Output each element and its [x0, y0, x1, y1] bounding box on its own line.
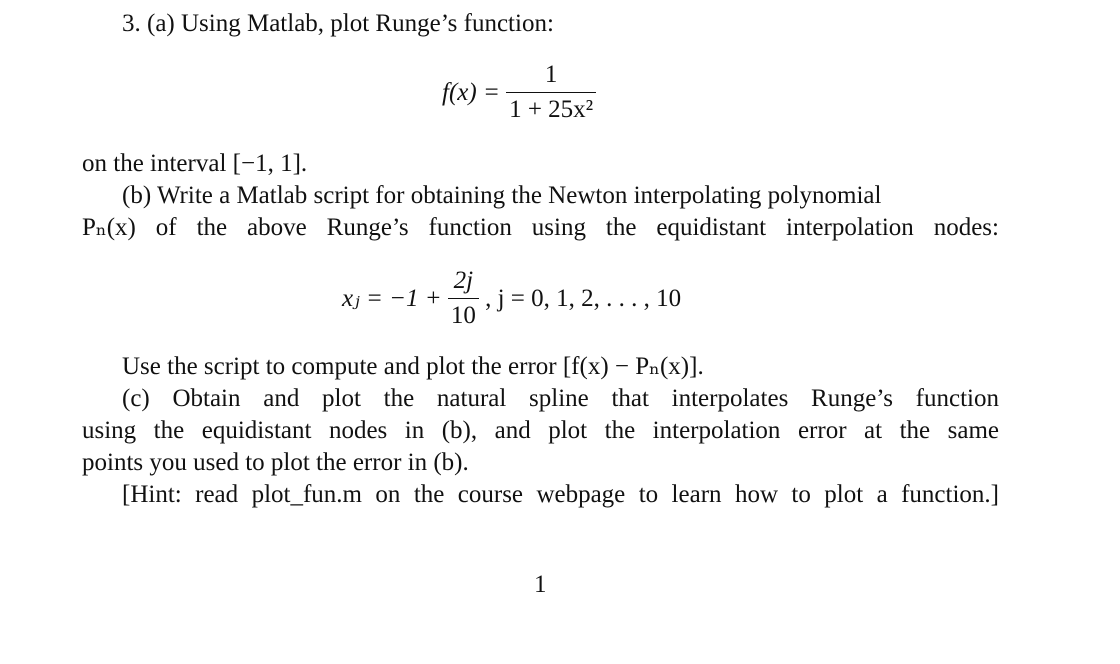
part-b-line1: (b) Write a Matlab script for obtaining the Newton interpolating polynomial: [122, 182, 882, 209]
nodes-formula-lhs: xⱼ = −1 +: [342, 284, 442, 312]
nodes-numerator: 2j: [453, 267, 474, 294]
part-b-line2: Pₙ(x) of the above Runge’s function using the equidistant interpolation nodes:: [82, 214, 999, 241]
part-c-line1: (c) Obtain and plot the natural spline that interpolates Runge’s function: [122, 385, 999, 412]
runge-formula-lhs: f(x) =: [442, 78, 500, 106]
hint-line: [Hint: read plot_fun.m on the course webpage to learn how to plot a function.]: [122, 481, 999, 508]
part-a-heading: 3. (a) Using Matlab, plot Runge’s function:: [122, 10, 554, 37]
nodes-formula-tail: , j = 0, 1, 2, . . . , 10: [485, 284, 682, 312]
page-number: 1: [534, 571, 547, 598]
part-c-line3: points you used to plot the error in (b).: [82, 449, 469, 476]
runge-formula: [442, 60, 596, 125]
error-line: Use the script to compute and plot the error [f(x) − Pₙ(x)].: [122, 353, 704, 380]
runge-numerator: 1: [544, 61, 558, 88]
interval-line: on the interval [−1, 1].: [82, 150, 308, 177]
fraction-bar: [506, 92, 596, 93]
runge-denominator: 1 + 25x²: [509, 96, 594, 123]
nodes-denominator: 10: [450, 302, 476, 329]
nodes-fraction: [448, 266, 479, 331]
runge-fraction: [506, 60, 596, 125]
part-c-line2: using the equidistant nodes in (b), and plot the interpolation error at the same: [82, 417, 999, 444]
nodes-formula: [342, 266, 681, 331]
fraction-bar: [448, 298, 479, 299]
